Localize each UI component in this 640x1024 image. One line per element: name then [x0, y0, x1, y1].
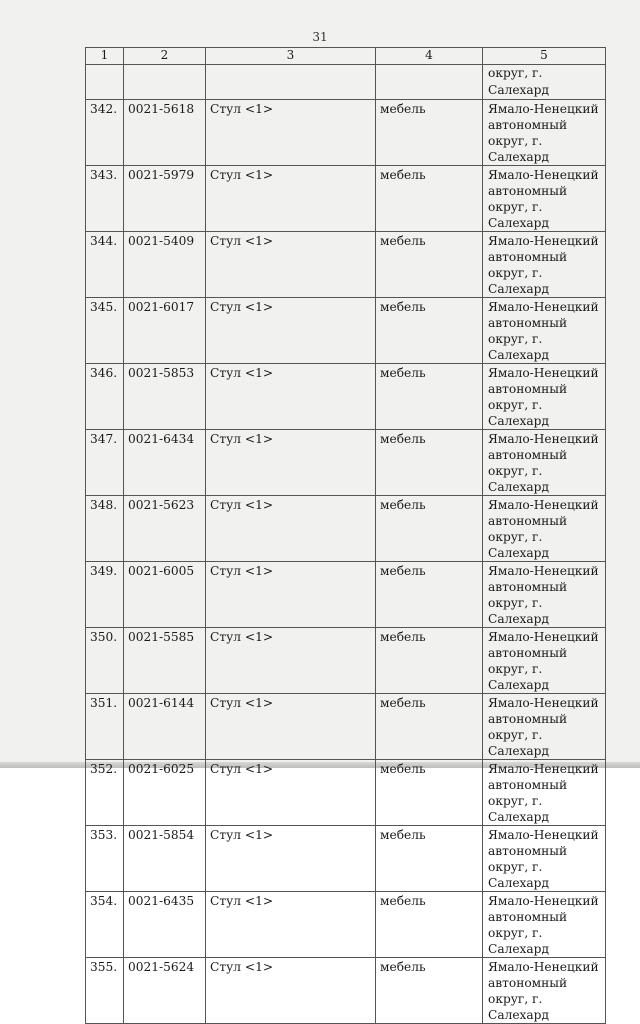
inventory-code-cell: 0021-6025: [124, 760, 206, 826]
table-cell: округ, г. Салехард: [483, 65, 606, 100]
inventory-code-cell: 0021-6144: [124, 694, 206, 760]
row-number-cell: 351.: [86, 694, 124, 760]
item-name-cell: Стул <1>: [206, 430, 376, 496]
table-row: [86, 892, 606, 958]
location-cell: Ямало-Ненецкий автономный округ, г. Салехард: [483, 232, 606, 298]
page-number: 31: [312, 30, 328, 44]
item-name-cell: Стул <1>: [206, 232, 376, 298]
location-cell: Ямало-Ненецкий автономный округ, г. Салехард: [483, 628, 606, 694]
table-row: [86, 298, 606, 364]
row-number-cell: 349.: [86, 562, 124, 628]
table-cell: [376, 65, 483, 100]
column-header: 1: [86, 48, 124, 65]
continuation-row: [86, 65, 606, 100]
inventory-code-cell: 0021-5979: [124, 166, 206, 232]
category-cell: мебель: [376, 232, 483, 298]
row-number-cell: 348.: [86, 496, 124, 562]
inventory-code-cell: 0021-5618: [124, 100, 206, 166]
inventory-code-cell: 0021-5854: [124, 826, 206, 892]
location-cell: Ямало-Ненецкий автономный округ, г. Салехард: [483, 298, 606, 364]
row-number-cell: 345.: [86, 298, 124, 364]
inventory-code-cell: 0021-5409: [124, 232, 206, 298]
table-cell: [124, 65, 206, 100]
item-name-cell: Стул <1>: [206, 298, 376, 364]
category-cell: мебель: [376, 562, 483, 628]
item-name-cell: Стул <1>: [206, 364, 376, 430]
inventory-code-cell: 0021-6005: [124, 562, 206, 628]
category-cell: мебель: [376, 166, 483, 232]
item-name-cell: Стул <1>: [206, 760, 376, 826]
row-number-cell: 353.: [86, 826, 124, 892]
inventory-code-cell: 0021-5624: [124, 958, 206, 1024]
table-row: [86, 100, 606, 166]
category-cell: мебель: [376, 826, 483, 892]
item-name-cell: Стул <1>: [206, 166, 376, 232]
category-cell: мебель: [376, 892, 483, 958]
table-row: [86, 364, 606, 430]
row-number-cell: 355.: [86, 958, 124, 1024]
table-row: [86, 562, 606, 628]
item-name-cell: Стул <1>: [206, 826, 376, 892]
inventory-code-cell: 0021-6017: [124, 298, 206, 364]
category-cell: мебель: [376, 760, 483, 826]
location-cell: Ямало-Ненецкий автономный округ, г. Салехард: [483, 496, 606, 562]
inventory-code-cell: 0021-5623: [124, 496, 206, 562]
inventory-code-cell: 0021-5585: [124, 628, 206, 694]
location-cell: Ямало-Ненецкий автономный округ, г. Салехард: [483, 694, 606, 760]
item-name-cell: Стул <1>: [206, 892, 376, 958]
row-number-cell: 346.: [86, 364, 124, 430]
table-cell: [86, 65, 124, 100]
row-number-cell: 342.: [86, 100, 124, 166]
column-header: 4: [376, 48, 483, 65]
table-row: [86, 760, 606, 826]
item-name-cell: Стул <1>: [206, 100, 376, 166]
item-name-cell: Стул <1>: [206, 958, 376, 1024]
table-row: [86, 826, 606, 892]
table-row: [86, 430, 606, 496]
category-cell: мебель: [376, 364, 483, 430]
row-number-cell: 350.: [86, 628, 124, 694]
category-cell: мебель: [376, 628, 483, 694]
inventory-code-cell: 0021-6435: [124, 892, 206, 958]
column-header: 5: [483, 48, 606, 65]
table-row: [86, 958, 606, 1024]
item-name-cell: Стул <1>: [206, 562, 376, 628]
table-row: [86, 496, 606, 562]
table-row: [86, 628, 606, 694]
category-cell: мебель: [376, 100, 483, 166]
location-cell: Ямало-Ненецкий автономный округ, г. Салехард: [483, 430, 606, 496]
table-row: [86, 694, 606, 760]
location-cell: Ямало-Ненецкий автономный округ, г. Салехард: [483, 166, 606, 232]
location-cell: Ямало-Ненецкий автономный округ, г. Салехард: [483, 562, 606, 628]
category-cell: мебель: [376, 958, 483, 1024]
inventory-table: [85, 47, 606, 1024]
item-name-cell: Стул <1>: [206, 628, 376, 694]
row-number-cell: 354.: [86, 892, 124, 958]
category-cell: мебель: [376, 298, 483, 364]
table-cell: [206, 65, 376, 100]
location-cell: Ямало-Ненецкий автономный округ, г. Салехард: [483, 826, 606, 892]
category-cell: мебель: [376, 496, 483, 562]
category-cell: мебель: [376, 430, 483, 496]
category-cell: мебель: [376, 694, 483, 760]
location-cell: Ямало-Ненецкий автономный округ, г. Салехард: [483, 892, 606, 958]
table-row: [86, 232, 606, 298]
row-number-cell: 347.: [86, 430, 124, 496]
inventory-code-cell: 0021-5853: [124, 364, 206, 430]
column-header: 3: [206, 48, 376, 65]
header-row: [86, 48, 606, 65]
item-name-cell: Стул <1>: [206, 694, 376, 760]
table-row: [86, 166, 606, 232]
location-cell: Ямало-Ненецкий автономный округ, г. Салехард: [483, 958, 606, 1024]
location-cell: Ямало-Ненецкий автономный округ, г. Салехард: [483, 364, 606, 430]
row-number-cell: 343.: [86, 166, 124, 232]
column-header: 2: [124, 48, 206, 65]
row-number-cell: 352.: [86, 760, 124, 826]
inventory-code-cell: 0021-6434: [124, 430, 206, 496]
location-cell: Ямало-Ненецкий автономный округ, г. Салехард: [483, 760, 606, 826]
location-cell: Ямало-Ненецкий автономный округ, г. Салехард: [483, 100, 606, 166]
row-number-cell: 344.: [86, 232, 124, 298]
item-name-cell: Стул <1>: [206, 496, 376, 562]
